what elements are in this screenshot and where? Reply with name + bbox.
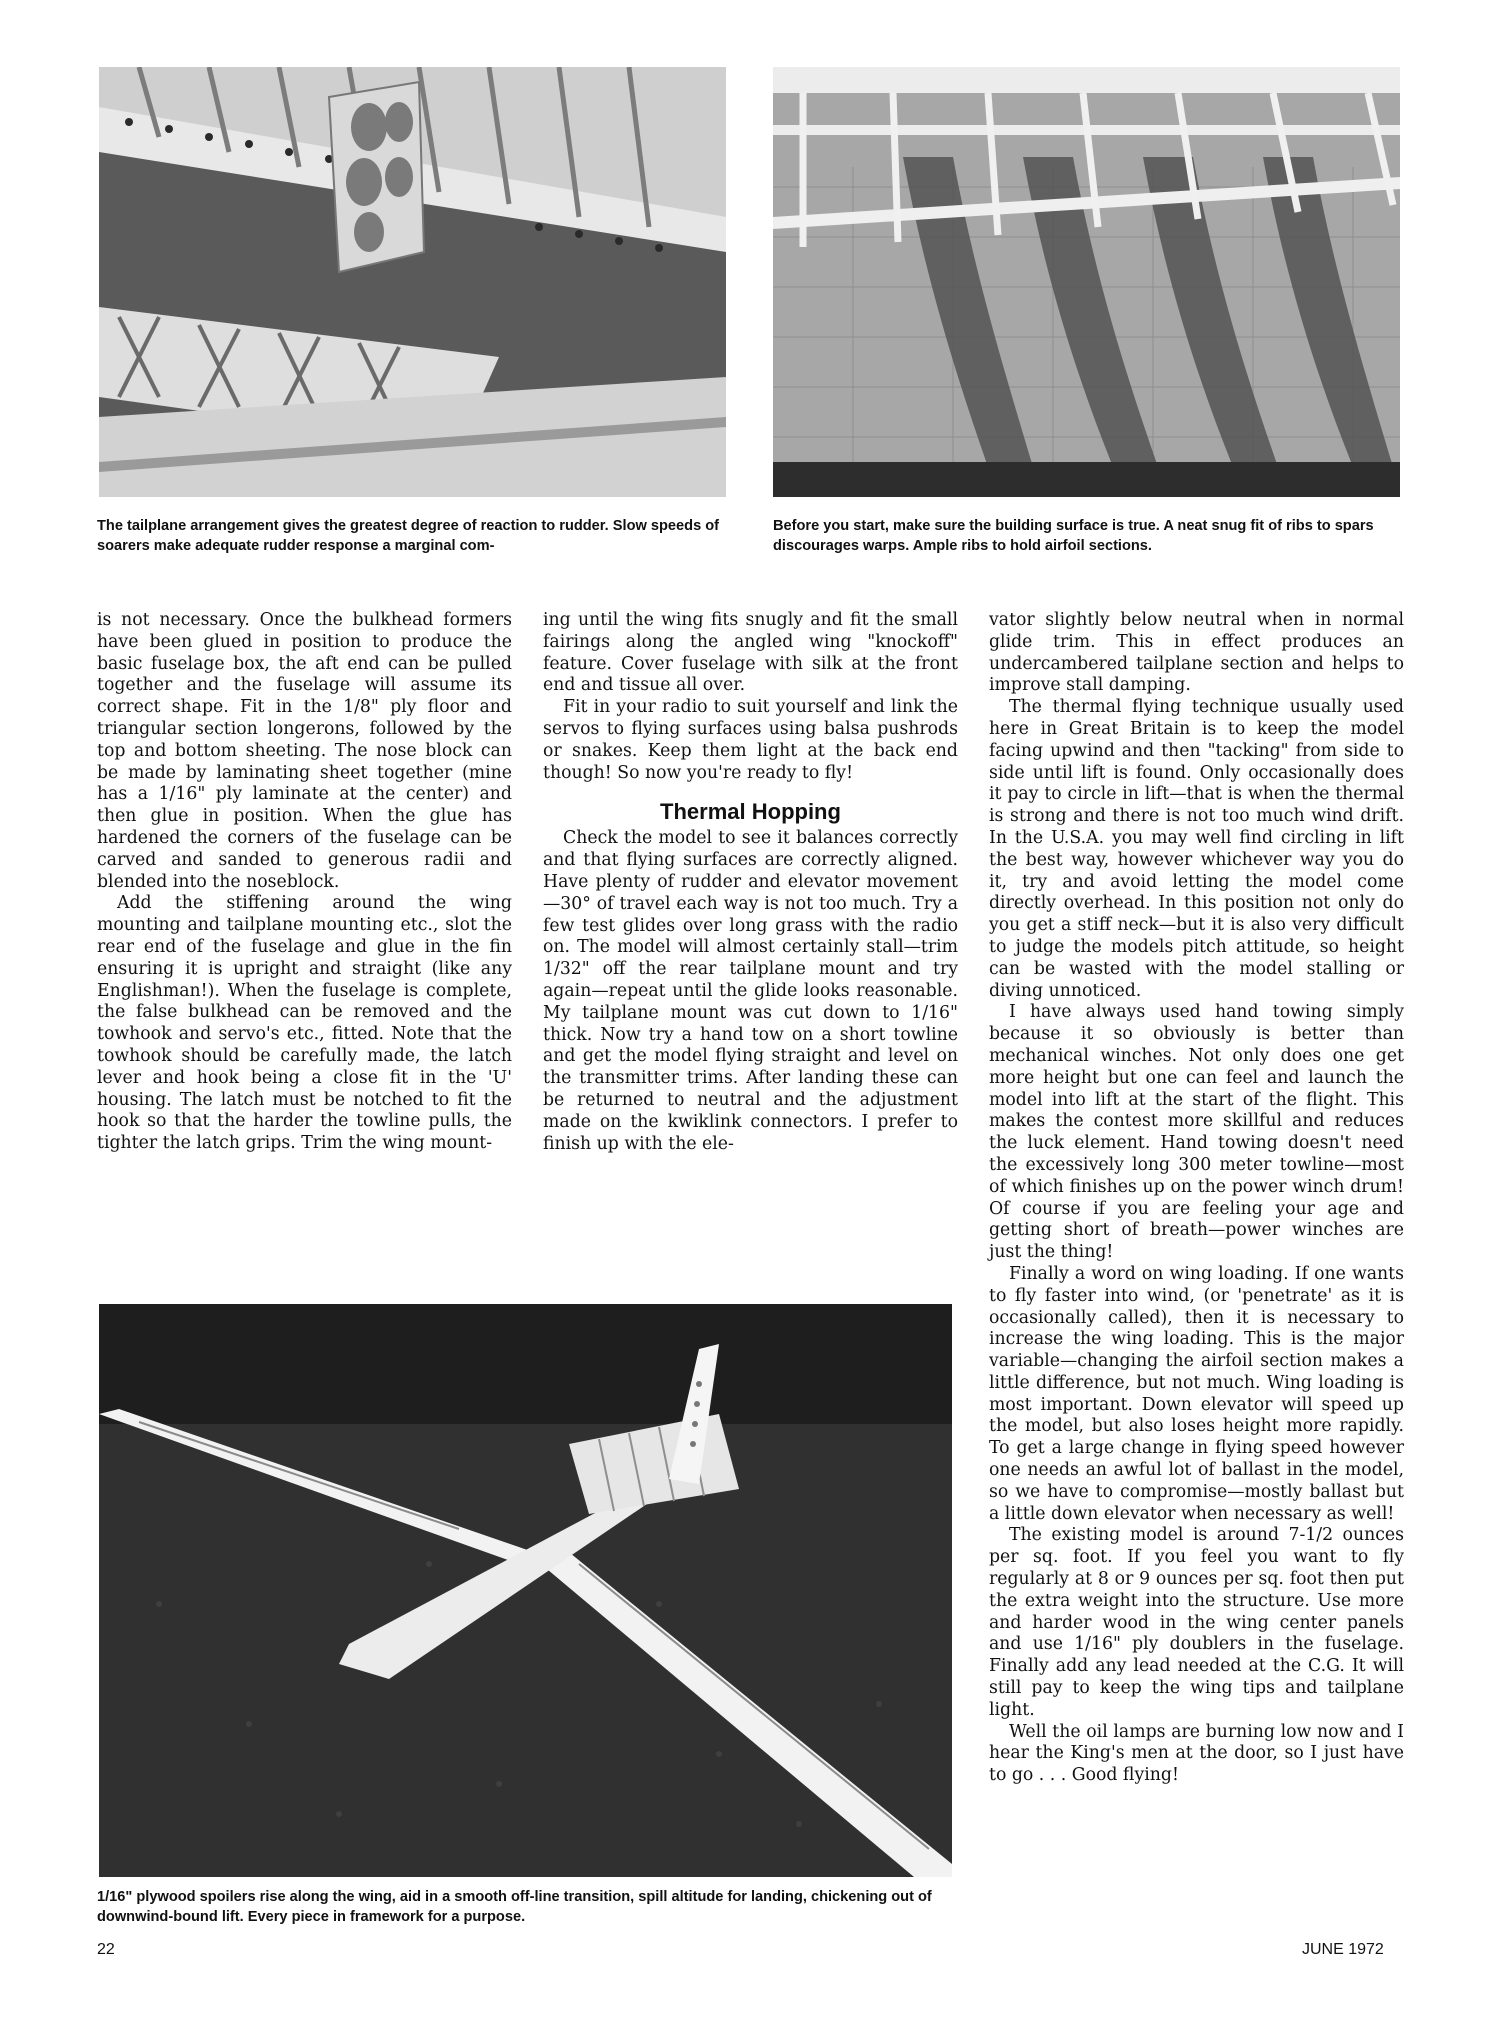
photo-tailplane-framework [99,67,726,497]
issue-date: JUNE 1972 [1302,1941,1384,1958]
photo-glider-on-grass [99,1304,952,1877]
col2-paragraph: ing until the wing fits snugly and fit the small fairings along the angled wing "knockoff" feature. Cover fuselage with silk at the front end and tissue all over. [543,610,958,696]
col1-paragraph: is not necessary. Once the bulkhead formers have been glued in position to produce the basic fuselage box, the aft end can be pulled together and the fuselage will assume its correct shape. Fit in the 1/8" ply floor and triangular section longerons, followed by the top and bottom sheeting. The nose block can be made by laminating sheet together (mine has a 1/16" ply laminate at the center) and then glue in position. When the glue has hardened the corners of the fuselage can be carved and sanded to generous radii and blended into the noseblock. [97,610,512,892]
col3-paragraph: The existing model is around 7-1/2 ounces per sq. foot. If you feel you want to fly regularly at 8 or 9 ounces per sq. foot then put the extra weight into the structure. Use more and harder wood in the wing center panels and use 1/16" ply doublers in the fuselage. Finally add any lead needed at the C.G. It will still pay to keep the wing tips and tailplane light. [989,1525,1404,1720]
article-column-3 [989,610,1404,1787]
col3-paragraph: The thermal flying technique usually used here in Great Britain is to keep the model facing upwind and then "tacking" from side to side until lift is found. Only occasionally does it pay to circle in lift—that is when the thermal is strong and there is not too much wind drift. In the U.S.A. you may well find circling in lift the best way, however whichever way you do it, try and avoid letting the model come directly overhead. In this position not only do you get a stiff neck—but it is also very difficult to judge the models pitch attitude, so height can be wasted with the model stalling or diving unnoticed. [989,697,1404,1001]
col3-paragraph: I have always used hand towing simply because it so obviously is better than mechanical winches. Not only does one get more height but one can feel and launch the model into lift at the start of the flight. This makes the contest more skillful and reduces the luck element. Hand towing doesn't need the excessively long 300 meter towline—most of which finishes up on the power winch drum! Of course if you are feeling your age and getting short of breath—power winches are just the thing! [989,1002,1404,1263]
col1-paragraph: Add the stiffening around the wing mounting and tailplane mounting etc., slot the rear end of the fuselage and glue in the fin ensuring it is upright and straight (like any Englishman!). When the fuselage is complete, the false bulkhead can be removed and the towhook and servo's etc., fitted. Note that the towhook should be carefully made, the latch lever and hook being a close fit in the 'U' housing. The latch must be notched to fit the hook so that the harder the towline pulls, the tighter the latch grips. Trim the wing mount- [97,893,512,1154]
photo-building-surface [773,67,1400,497]
building-surface-photo-art [773,67,1400,497]
section-heading-thermal-hopping: Thermal Hopping [660,799,841,825]
page-number: 22 [97,1941,115,1958]
article-column-2 [543,610,958,1155]
caption-building-surface: Before you start, make sure the building surface is true. A neat snug fit of ribs to spars discourages warps. Ample ribs to hold airfoil sections. [773,518,1374,554]
glider-photo-art [99,1304,952,1877]
caption-glider-spoilers: 1/16" plywood spoilers rise along the wing, aid in a smooth off-line transition, spill altitude for landing, chickening out of downwind-bound lift. Every piece in framework for a purpose. [97,1889,932,1925]
col2-paragraph: Fit in your radio to suit yourself and link the servos to flying surfaces using balsa pushrods or snakes. Keep them light at the back end though! So now you're ready to fly! [543,697,958,783]
col3-paragraph: vator slightly below neutral when in normal glide trim. This in effect produces an undercambered tailplane section and helps to improve stall damping. [989,610,1404,696]
tailplane-photo-art [99,67,726,497]
col3-paragraph: Finally a word on wing loading. If one wants to fly faster into wind, (or 'penetrate' as it is occasionally called), then it is necessary to increase the wing loading. This is the major variable—changing the airfoil section makes a little difference, but not much. Wing loading is most important. Down elevator will speed up the model, but also loses height more rapidly. To get a large change in flying speed however one needs an awful lot of ballast in the model, so we have to compromise—mostly ballast but a little down elevator when necessary as well! [989,1263,1404,1524]
article-column-1 [97,610,512,1155]
col3-paragraph: Well the oil lamps are burning low now and I hear the King's men at the door, so I just have to go . . . Good flying! [989,1721,1404,1786]
caption-tailplane: The tailplane arrangement gives the greatest degree of reaction to rudder. Slow speeds of soarers make adequate rudder response a marginal com- [97,518,720,554]
col2-paragraph: Check the model to see it balances correctly and that flying surfaces are correctly aligned. Have plenty of rudder and elevator movement—30° of travel each way is not too much. Try a few test glides over long grass with the radio on. The model will almost certainly stall—trim 1/32" off the rear tailplane mount and try again—repeat until the glide looks reasonable. My tailplane mount was cut down to 1/16" thick. Now try a hand tow on a short towline and get the model flying straight and level on the transmitter trims. After landing these can be returned to neutral and the adjustment made on the kwiklink connectors. I prefer to finish up with the ele- [543,828,958,1154]
